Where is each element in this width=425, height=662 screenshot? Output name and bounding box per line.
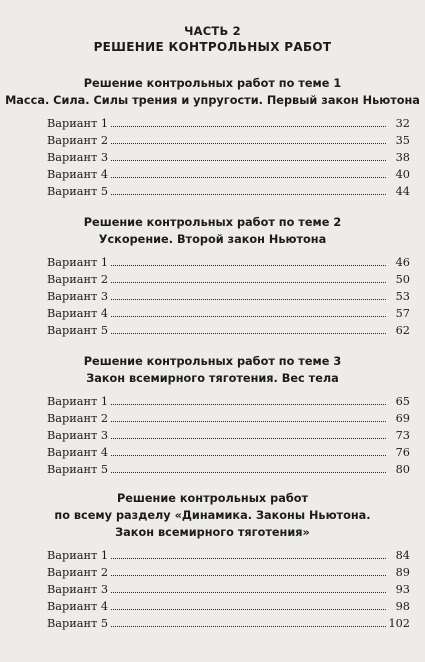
toc-entry[interactable] (47, 410, 410, 427)
section-heading (0, 353, 425, 387)
entry-page: 89 (395, 566, 410, 579)
leader-dots (107, 316, 386, 317)
leader-dots (107, 265, 386, 266)
leader-dots (107, 299, 386, 300)
toc-entry[interactable] (47, 322, 410, 339)
leader-dots (107, 558, 386, 559)
entry-page: 32 (395, 117, 410, 130)
section-heading-line: Решение контрольных работ по теме 1 (83, 77, 342, 90)
part-title: РЕШЕНИЕ КОНТРОЛЬНЫХ РАБОТ (93, 40, 332, 54)
toc-section-2 (0, 214, 425, 339)
entry-page: 46 (395, 256, 410, 269)
section-heading-line: Решение контрольных работ по теме 2 (83, 216, 342, 229)
toc-entry[interactable] (47, 166, 410, 183)
leader-dots (107, 626, 386, 627)
leader-dots (107, 194, 386, 195)
entry-page: 38 (395, 151, 410, 164)
leader-dots (107, 333, 386, 334)
entry-label: Вариант 1 (47, 117, 109, 130)
entry-label: Вариант 5 (47, 185, 109, 198)
entry-page: 76 (395, 446, 410, 459)
toc-entry[interactable] (47, 461, 410, 478)
entry-page: 57 (395, 307, 410, 320)
entry-label: Вариант 1 (47, 549, 109, 562)
entry-label: Вариант 5 (47, 324, 109, 337)
toc-entry[interactable] (47, 581, 410, 598)
entry-page: 40 (395, 168, 410, 181)
leader-dots (107, 126, 386, 127)
part-label: ЧАСТЬ 2 (184, 24, 241, 38)
entry-label: Вариант 4 (47, 446, 109, 459)
toc-entry[interactable] (47, 393, 410, 410)
entry-label: Вариант 2 (47, 134, 109, 147)
toc-entry[interactable] (47, 615, 410, 632)
toc-entry[interactable] (47, 305, 410, 322)
section-heading-line: Масса. Сила. Силы трения и упругости. Первый закон Ньютона (5, 94, 420, 107)
entry-label: Вариант 2 (47, 412, 109, 425)
entry-label: Вариант 4 (47, 600, 109, 613)
entry-label: Вариант 5 (47, 463, 109, 476)
section-heading (0, 75, 425, 109)
entry-label: Вариант 5 (47, 617, 109, 630)
entry-page: 53 (395, 290, 410, 303)
leader-dots (107, 160, 386, 161)
leader-dots (107, 455, 386, 456)
entry-page: 84 (395, 549, 410, 562)
toc-entry[interactable] (47, 427, 410, 444)
entry-page: 93 (395, 583, 410, 596)
entry-label: Вариант 3 (47, 290, 109, 303)
toc-entry[interactable] (47, 149, 410, 166)
entry-label: Вариант 3 (47, 429, 109, 442)
section-heading-line: Закон всемирного тяготения» (115, 526, 310, 539)
leader-dots (107, 421, 386, 422)
leader-dots (107, 143, 386, 144)
toc-entry[interactable] (47, 444, 410, 461)
section-heading (0, 490, 425, 541)
entry-label: Вариант 4 (47, 168, 109, 181)
entry-label: Вариант 2 (47, 273, 109, 286)
entry-label: Вариант 2 (47, 566, 109, 579)
toc-entry[interactable] (47, 271, 410, 288)
entry-page: 80 (395, 463, 410, 476)
entry-label: Вариант 1 (47, 256, 109, 269)
entry-page: 44 (395, 185, 410, 198)
entry-label: Вариант 3 (47, 151, 109, 164)
toc-entry[interactable] (47, 598, 410, 615)
section-heading-line: Ускорение. Второй закон Ньютона (98, 233, 327, 246)
toc-section-3 (0, 353, 425, 478)
entry-label: Вариант 4 (47, 307, 109, 320)
leader-dots (107, 575, 386, 576)
entry-label: Вариант 3 (47, 583, 109, 596)
toc-entry[interactable] (47, 547, 410, 564)
entry-page: 35 (395, 134, 410, 147)
entry-page: 62 (395, 324, 410, 337)
toc-entry[interactable] (47, 254, 410, 271)
entry-page: 69 (395, 412, 410, 425)
toc-entry[interactable] (47, 132, 410, 149)
entry-page: 102 (388, 617, 410, 630)
toc-entry[interactable] (47, 288, 410, 305)
section-heading-line: Решение контрольных работ (116, 492, 309, 505)
section-heading-line: Решение контрольных работ по теме 3 (83, 355, 342, 368)
entry-page: 73 (395, 429, 410, 442)
leader-dots (107, 472, 386, 473)
leader-dots (107, 592, 386, 593)
entry-page: 50 (395, 273, 410, 286)
toc-section-4 (0, 490, 425, 632)
leader-dots (107, 177, 386, 178)
section-heading-line: по всему разделу «Динамика. Законы Ньютона. (54, 509, 371, 522)
toc-entry[interactable] (47, 115, 410, 132)
leader-dots (107, 438, 386, 439)
entry-page: 98 (395, 600, 410, 613)
section-heading-line: Закон всемирного тяготения. Вес тела (86, 372, 339, 385)
toc-entry[interactable] (47, 183, 410, 200)
entry-label: Вариант 1 (47, 395, 109, 408)
leader-dots (107, 282, 386, 283)
toc-entry[interactable] (47, 564, 410, 581)
leader-dots (107, 609, 386, 610)
leader-dots (107, 404, 386, 405)
entry-page: 65 (395, 395, 410, 408)
section-heading (0, 214, 425, 248)
toc-section-1 (0, 75, 425, 200)
